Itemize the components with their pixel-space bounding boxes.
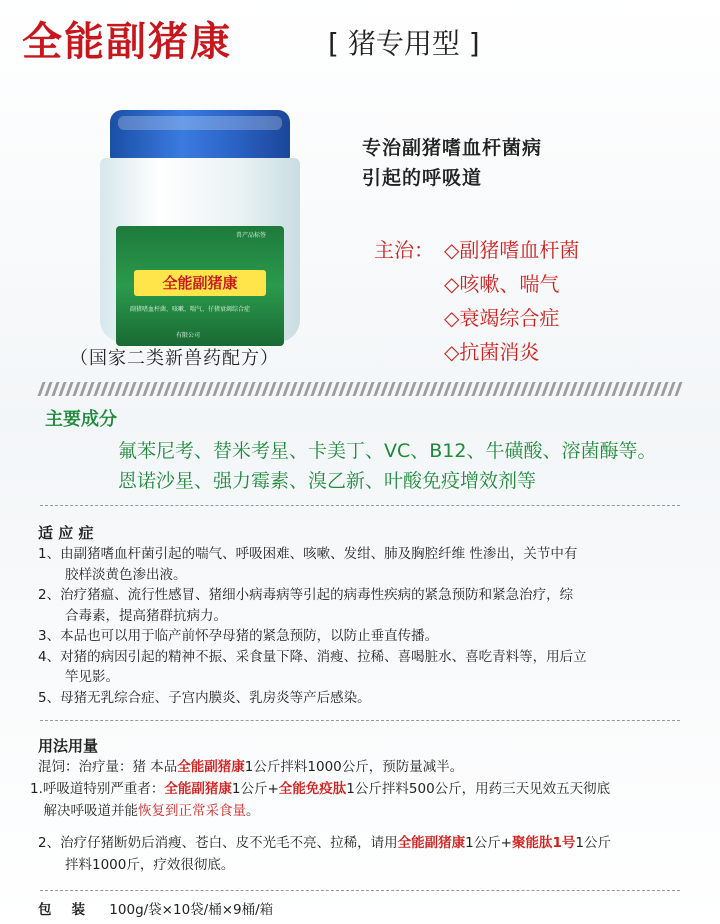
jar-label-company: 有限公司 xyxy=(176,332,201,339)
product-name-highlight: 全能副猪康 xyxy=(164,781,232,797)
dosage-text: 1公斤+ xyxy=(231,781,279,797)
packaging-label: 包装 xyxy=(38,902,105,918)
indications-section-heading: 适 应 症 xyxy=(38,524,94,542)
product-type-tag: [ 猪专用型 ] xyxy=(328,27,480,60)
indication-line: 1、由副猪嗜血杆菌引起的喘气、呼吸困难、咳嗽、发绀、肺及胸腔纤维 性渗出，关节中有 xyxy=(38,546,578,562)
indication-item: ◇衰竭综合症 xyxy=(444,306,560,330)
dosage-text: 1公斤 xyxy=(575,835,611,851)
product-name-highlight: 全能副猪康 xyxy=(397,835,466,851)
ingredients-line: 氟苯尼考、替米考星、卡美丁、VC、B12、牛磺酸、溶菌酶等。 xyxy=(118,440,657,462)
dosage-line xyxy=(30,800,710,822)
ingredients-heading: 主要成分 xyxy=(45,409,117,430)
dosage-text: 解决呼吸道并能 xyxy=(30,803,138,819)
section-divider xyxy=(40,720,680,722)
indication-item: ◇抗菌消炎 xyxy=(444,340,540,364)
indication-line: 3、本品也可以用于临产前怀孕母猪的紧急预防，以防止垂直传播。 xyxy=(38,628,439,644)
indication-line: 竿见影。 xyxy=(38,669,119,685)
indication-line: 2、治疗猪瘟、流行性感冒、猪细小病毒病等引起的病毒性疾病的紧急预防和紧急治疗，综 xyxy=(38,587,574,603)
jar-label-small-top: 兽产品标签 xyxy=(236,232,267,239)
dosage-text: 。 xyxy=(246,803,260,819)
product-name-highlight: 全能免疫肽 xyxy=(278,781,347,797)
headline-line-2: 引起的呼吸道 xyxy=(362,167,483,189)
dosage-line xyxy=(30,832,710,854)
dosage-line: 拌料1000斤，疗效很彻底。 xyxy=(38,857,235,873)
dosage-text: 1公斤+ xyxy=(465,835,512,851)
indication-line: 4、对猪的病因引起的精神不振、采食量下降、消瘦、拉稀、喜喝脏水、喜吃青料等，用后立 xyxy=(38,648,587,665)
indication-item: ◇咳嗽、喘气 xyxy=(444,272,560,296)
jar-body xyxy=(100,158,300,342)
product-name-highlight: 全能副猪康 xyxy=(177,759,245,775)
dosage-heading: 用法用量 xyxy=(38,737,99,755)
indications-section-list xyxy=(38,544,688,708)
decorative-divider xyxy=(37,382,682,396)
packaging-row xyxy=(38,898,273,918)
dosage-line xyxy=(30,756,710,778)
headline-line-1: 专治副猪嗜血杆菌病 xyxy=(362,137,543,159)
indication-line: 胶样淡黄色渗出液。 xyxy=(38,566,187,583)
section-divider xyxy=(40,505,680,507)
dosage-text: 1公斤拌料500公斤，用药三天见效五天彻底 xyxy=(346,781,611,797)
jar-label-title: 全能副猪康 xyxy=(134,270,266,296)
packaging-value: 100g/袋×10袋/桶×9桶/箱 xyxy=(109,902,274,918)
jar-label xyxy=(116,226,284,346)
product-jar-image xyxy=(100,110,300,342)
jar-label-desc: 副猪嗜血杆菌、咳嗽、喘气、仔猪衰竭综合症 xyxy=(130,306,251,313)
section-divider xyxy=(40,890,680,892)
dosage-line xyxy=(30,778,710,800)
highlight-text: 恢复到正常采食量 xyxy=(138,803,246,819)
indications-label: 主治： xyxy=(374,238,434,262)
dosage-text: 2、治疗仔猪断奶后消瘦、苍白、皮不光毛不亮、拉稀，请用 xyxy=(38,835,398,851)
dosage-text: 1.呼吸道特别严重者： xyxy=(30,781,165,797)
ingredients-list xyxy=(118,436,656,496)
main-indications xyxy=(374,233,580,364)
ingredients-line: 恩诺沙星、强力霉素、溴乙新、叶酸免疫增效剂等 xyxy=(118,470,537,492)
indication-line: 5、母猪无乳综合症、子宫内膜炎、乳房炎等产后感染。 xyxy=(38,689,371,706)
dosage-text: 1公斤拌料1000公斤，预防量减半。 xyxy=(244,759,464,775)
dosage-list xyxy=(30,756,710,876)
product-name-highlight: 聚能肽1号 xyxy=(512,835,576,851)
dosage-text: 混饲：治疗量：猪 本品 xyxy=(38,759,178,775)
indications-list xyxy=(444,233,579,369)
jar-lid xyxy=(110,110,290,162)
indication-line: 合毒素，提高猪群抗病力。 xyxy=(38,607,227,624)
approval-note: （国家二类新兽药配方） xyxy=(70,348,279,369)
product-title: 全能副猪康 xyxy=(22,19,232,65)
indication-item: ◇副猪嗜血杆菌 xyxy=(444,238,580,262)
headline xyxy=(362,133,542,193)
